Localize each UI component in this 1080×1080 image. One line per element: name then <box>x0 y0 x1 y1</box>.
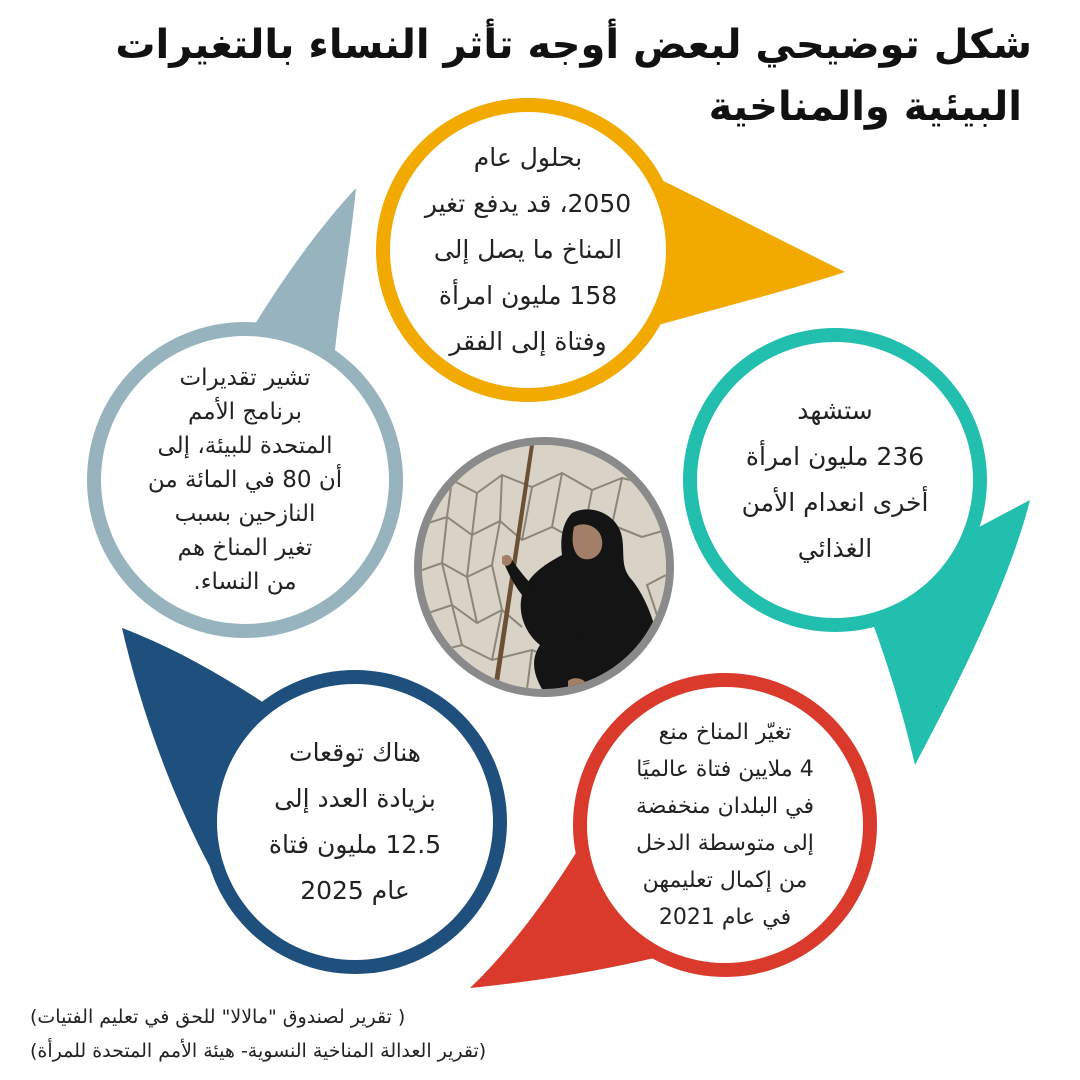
bubble-bottom-left-line: عام 2025 <box>300 876 410 905</box>
drought-woman-image <box>422 445 666 689</box>
bubble-left-line: تشير تقديرات <box>179 365 311 391</box>
bubble-left-line: من النساء. <box>193 569 297 595</box>
bubble-bottom-right-line: تغيّر المناخ منع <box>658 720 792 745</box>
bubble-right-text <box>742 388 929 572</box>
bubble-bottom-left-line: 12.5 مليون فتاة <box>268 830 442 859</box>
bubble-top-line: وفتاة إلى الفقر <box>449 327 607 356</box>
title-line-2: البيئية والمناخية <box>708 84 1022 130</box>
title-line-1: شكل توضيحي لبعض أوجه تأثر النساء بالتغيرات <box>115 22 1032 68</box>
bubble-left-line: برنامج الأمم <box>187 399 303 425</box>
bubble-left <box>101 336 389 624</box>
source-line-2: (تقرير العدالة المناخية النسوية- هيئة الأمم المتحدة للمرأة) <box>30 1040 487 1062</box>
bubble-right-line: 236 مليون امرأة <box>745 442 925 471</box>
bubble-bottom-left-line: هناك توقعات <box>289 738 421 767</box>
bubble-bottom-right-line: في البلدان منخفضة <box>635 794 815 819</box>
bubble-left-line: أن 80 في المائة من <box>147 467 343 493</box>
bubble-right-line: ستشهد <box>797 396 873 425</box>
bubble-bottom-right-text <box>636 714 814 936</box>
bubble-bottom-right-line: إلى متوسطة الدخل <box>636 831 814 856</box>
bubble-top <box>390 112 666 388</box>
bubble-left-text <box>148 361 342 599</box>
bubble-bottom-right-line: 4 ملايين فتاة عالميًا <box>636 757 814 782</box>
bubble-bottom-right-line: في عام 2021 <box>658 905 792 930</box>
bubble-bottom-left-line: بزيادة العدد إلى <box>274 784 436 813</box>
bubble-top-line: المناخ ما يصل إلى <box>433 235 623 264</box>
bubble-left-line: النازحين بسبب <box>174 501 316 527</box>
bubble-bottom-left-text <box>269 730 441 914</box>
bubble-right <box>697 342 973 618</box>
sources <box>30 1000 670 1068</box>
bubble-bottom-right-line: من إكمال تعليمهن <box>642 868 808 893</box>
bubble-top-line: 158 مليون امرأة <box>438 281 618 310</box>
bubble-top-line: 2050، قد يدفع تغير <box>424 189 632 218</box>
bubble-bottom-right <box>587 687 863 963</box>
bubble-right-line: أخرى انعدام الأمن <box>741 488 929 517</box>
bubble-top-line: بحلول عام <box>473 143 583 172</box>
source-line-1: ( تقرير لصندوق "مالالا" للحق في تعليم الفتيات) <box>30 1006 406 1028</box>
bubble-right-line: الغذائي <box>797 534 873 563</box>
bubble-top-text <box>425 135 631 365</box>
bubble-left-line: تغير المناخ هم <box>177 535 313 561</box>
bubble-bottom-left <box>217 684 493 960</box>
center-photo <box>414 437 674 697</box>
bubble-left-line: المتحدة للبيئة، إلى <box>157 433 333 459</box>
